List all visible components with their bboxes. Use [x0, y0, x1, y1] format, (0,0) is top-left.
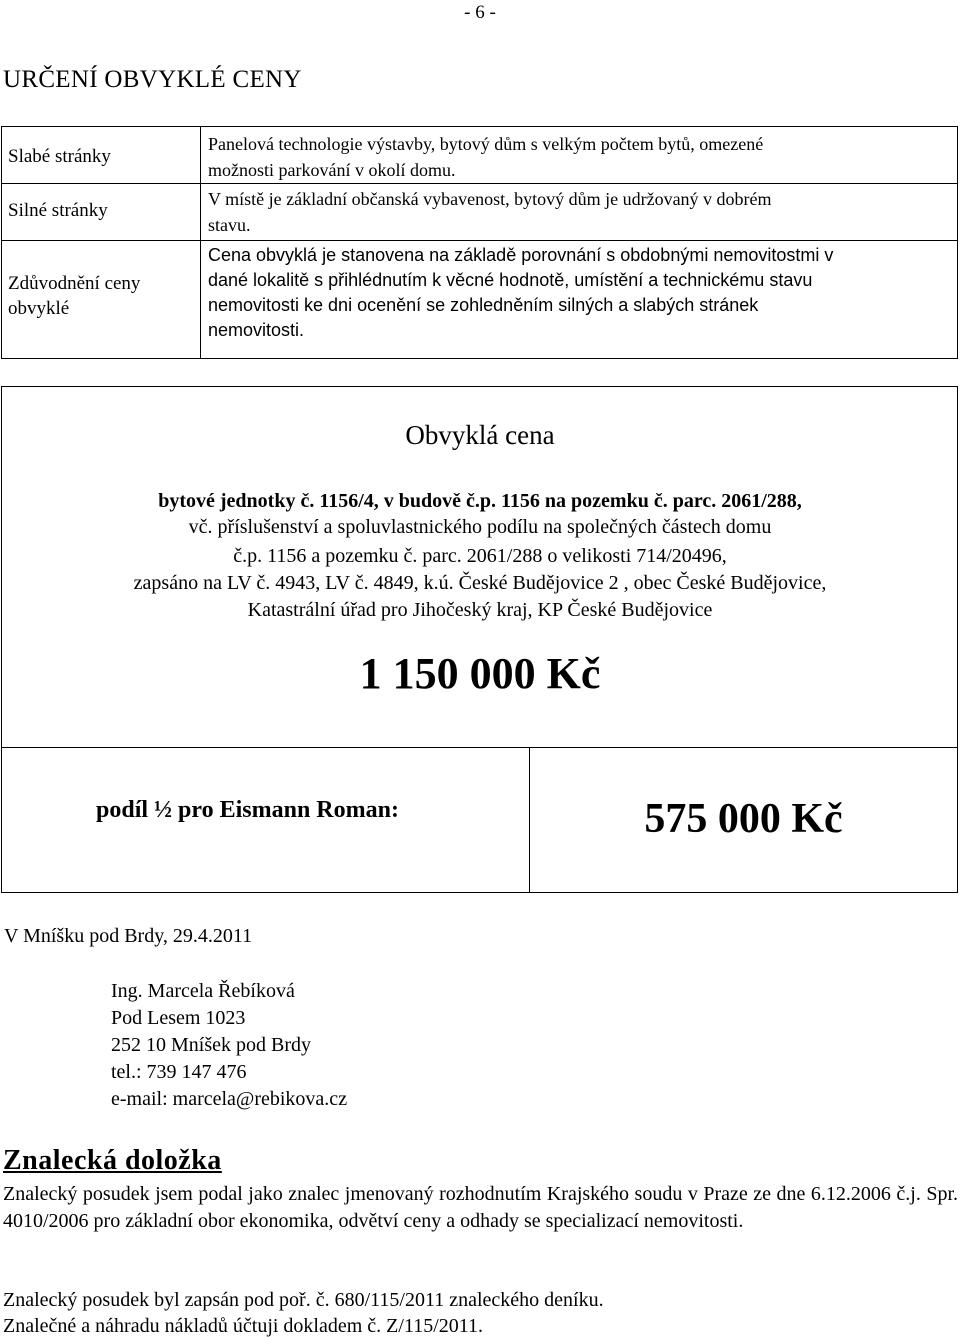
unit-description-line: č.p. 1156 a pozemku č. parc. 2061/288 o velikosti 714/20496, [233, 545, 727, 567]
contact-block [111, 978, 347, 1113]
weaknesses-line: možnosti parkování v okolí domu. [208, 160, 456, 180]
share-label: podíl ½ pro Eismann Roman: [96, 797, 399, 823]
justification-line: nemovitosti ke dni ocenění se zohledněním silných a slabých stránek [208, 295, 759, 315]
clause-paragraph: Znalecký posudek jsem podal jako znalec jmenovaný rozhodnutím Krajského soudu v Praze ze dne 6.12.2006 č.j. Spr. 4010/2006 pro základní obor ekonomika, odvětví ceny a odhady se specializací nemovitosti. [3, 1183, 958, 1232]
unit-description-line: bytové jednotky č. 1156/4, v budově č.p. 1156 na pozemku č. parc. 2061/288, [158, 490, 802, 512]
justification-line: dané lokalitě s přihlédnutím k věcné hodnotě, umístění a technickému stavu [208, 270, 813, 290]
unit-description-line: zapsáno na LV č. 4943, LV č. 4849, k.ú. České Budějovice 2 , obec České Budějovice, [133, 572, 827, 594]
label-cell [2, 127, 201, 184]
clause-heading: Znalecká doložka [3, 1145, 222, 1176]
justification-line: nemovitosti. [208, 320, 305, 340]
contact-name: Ing. Marcela Řebíková [111, 980, 295, 1002]
place-and-date: V Mníšku pod Brdy, 29.4.2011 [4, 925, 253, 947]
share-value: 575 000 Kč [644, 796, 843, 842]
strengths-label: Silné stránky [8, 200, 108, 221]
weaknesses-line: Panelová technologie výstavby, bytový dům s velkým počtem bytů, omezené [208, 134, 764, 154]
table-row [2, 241, 958, 359]
table-row [2, 127, 958, 184]
clause-note: Znalečné a náhradu nákladů účtuji dokladem č. Z/115/2011. [3, 1315, 484, 1337]
justification-line: Cena obvyklá je stanovena na základě porovnání s obdobnými nemovitostmi v [208, 245, 834, 265]
page-number: - 6 - [464, 2, 496, 23]
total-price: 1 150 000 Kč [359, 649, 601, 698]
contact-city: 252 10 Mníšek pod Brdy [111, 1034, 311, 1056]
justification-label: obvyklé [8, 298, 70, 319]
clause-note: Znalecký posudek byl zapsán pod poř. č. 680/115/2011 znaleckého deníku. [3, 1289, 604, 1311]
unit-description-line: Katastrální úřad pro Jihočeský kraj, KP České Budějovice [247, 599, 713, 621]
label-cell [2, 184, 201, 241]
contact-phone: tel.: 739 147 476 [111, 1061, 247, 1083]
section-title: URČENÍ OBVYKLÉ CENY [3, 66, 302, 93]
strengths-line: stavu. [208, 215, 251, 235]
strengths-line: V místě je základní občanská vybavenost, bytový dům je udržovaný v dobrém [208, 189, 772, 209]
contact-email: e-mail: marcela@rebikova.cz [111, 1088, 348, 1110]
text-cell [201, 184, 958, 241]
justification-label: Zdůvodnění ceny [8, 273, 141, 294]
contact-street: Pod Lesem 1023 [111, 1007, 246, 1029]
text-cell [201, 241, 958, 359]
table-row [2, 184, 958, 241]
label-cell [2, 241, 201, 359]
text-cell [201, 127, 958, 184]
assessment-table [1, 126, 958, 359]
unit-description-line: vč. příslušenství a spoluvlastnického podílu na společných částech domu [188, 516, 772, 538]
price-box-title: Obvyklá cena [405, 420, 555, 450]
weaknesses-label: Slabé stránky [8, 146, 111, 167]
